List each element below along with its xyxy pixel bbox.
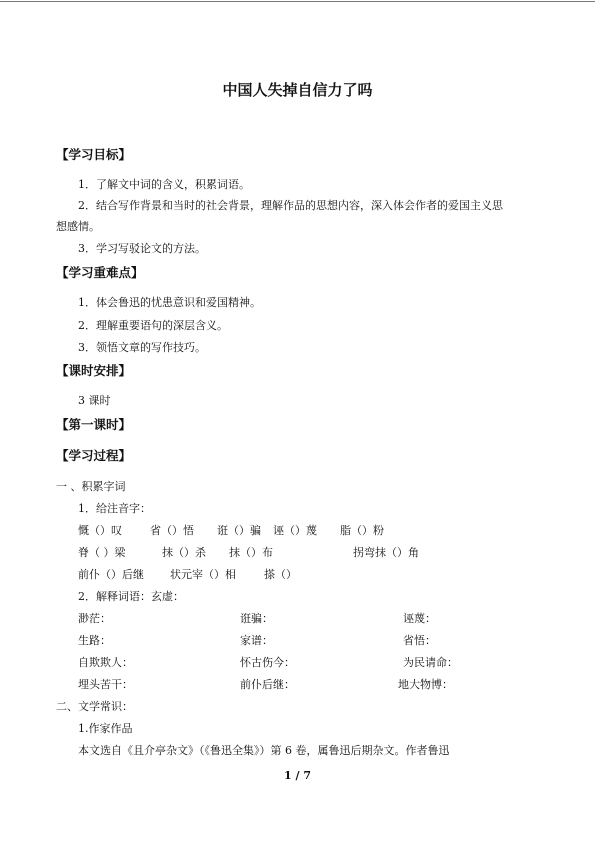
key-point-item: 1．体会鲁迅的忧患意识和爱国精神。 <box>78 296 261 309</box>
vocab-item: 自欺欺人： <box>78 656 133 669</box>
schedule-text: 3 课时 <box>78 394 111 407</box>
goal-item: 1．了解文中词的含义，积累词语。 <box>78 178 250 191</box>
phonetic-item: 诳（）骗 <box>217 524 261 537</box>
phonetic-item: 拐弯抹（）角 <box>353 546 419 559</box>
vocab-item: 地大物博： <box>398 678 453 691</box>
key-point-item: 2．理解重要语句的深层含义。 <box>78 319 228 332</box>
phonetic-item: 慨（）叹 <box>78 524 122 537</box>
goal-item-continuation: 想感情。 <box>56 220 100 233</box>
vocab-item: 诬蔑： <box>403 612 436 625</box>
phonetic-item: 脂（）粉 <box>340 524 384 537</box>
vocab-item: 诳骗： <box>240 612 273 625</box>
phonetic-item: 省（）悟 <box>150 524 194 537</box>
vocab-item: 家谱： <box>240 634 273 647</box>
section-heading-first-lesson: 【第一课时】 <box>56 417 132 432</box>
page-top-rule <box>0 1 595 2</box>
phonetic-item: 诬（）蔑 <box>273 524 317 537</box>
section-heading-key-points: 【学习重难点】 <box>56 265 144 280</box>
phonetic-item: 前仆（）后继 <box>78 568 144 581</box>
subsection-phonetic: 1．给注音字： <box>78 502 151 515</box>
phonetic-item: 搽（） <box>264 568 297 581</box>
vocab-item: 怀古伤今： <box>240 656 295 669</box>
vocab-item: 为民请命： <box>403 656 458 669</box>
vocab-item: 渺茫： <box>78 612 111 625</box>
body-paragraph: 本文选自《且介亭杂文》（《鲁迅全集》）第 6 卷，属鲁迅后期杂文。作者鲁迅 <box>78 744 450 757</box>
part-title-vocabulary: 一 、积累字词 <box>56 480 126 493</box>
section-heading-schedule: 【课时安排】 <box>56 363 132 378</box>
phonetic-item: 状元宰（）相 <box>170 568 236 581</box>
part-title-literature: 二、文学常识： <box>56 700 133 713</box>
vocab-item: 生路： <box>78 634 111 647</box>
page-number: 1 / 7 <box>284 769 311 782</box>
vocab-item: 埋头苦干： <box>78 678 133 691</box>
subsection-explain-words: 2．解释词语：玄虚： <box>78 590 184 603</box>
goal-item: 3．学习写驳论文的方法。 <box>78 242 206 255</box>
vocab-item: 前仆后继： <box>240 678 295 691</box>
phonetic-item: 抹（）布 <box>229 546 273 559</box>
vocab-item: 省悟： <box>403 634 436 647</box>
section-heading-process: 【学习过程】 <box>56 448 132 463</box>
page-title: 中国人失掉自信力了吗 <box>222 81 373 99</box>
section-heading-goals: 【学习目标】 <box>56 147 132 162</box>
phonetic-item: 脊（ ）梁 <box>78 546 126 559</box>
phonetic-item: 抹（）杀 <box>162 546 206 559</box>
goal-item: 2．结合写作背景和当时的社会背景，理解作品的思想内容，深入体会作者的爱国主义思 <box>78 199 503 212</box>
key-point-item: 3．领悟文章的写作技巧。 <box>78 341 206 354</box>
subsection-author-works: 1.作家作品 <box>78 722 133 735</box>
